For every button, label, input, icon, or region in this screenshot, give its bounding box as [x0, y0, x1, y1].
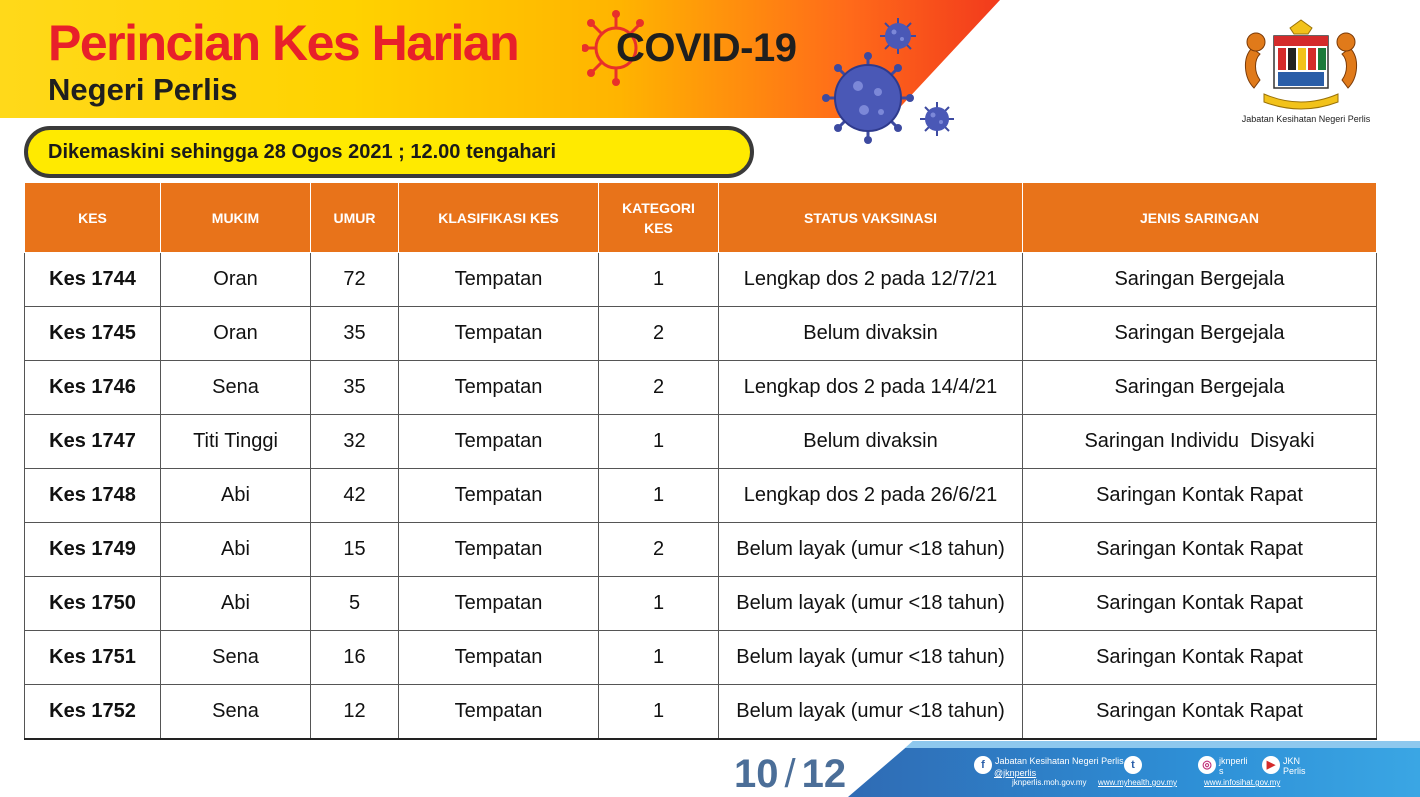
cell-kes: Kes 1744	[25, 253, 161, 307]
cell-mukim: Oran	[161, 253, 311, 307]
table-row	[25, 523, 1377, 577]
cell-saringan: Saringan Bergejala	[1023, 361, 1377, 415]
instagram-label-line2: s	[1219, 766, 1224, 776]
cell-umur: 35	[311, 361, 399, 415]
instagram-label	[1219, 756, 1248, 776]
cell-kes: Kes 1750	[25, 577, 161, 631]
cell-status: Belum divaksin	[719, 415, 1023, 469]
cell-mukim: Sena	[161, 361, 311, 415]
cell-umur: 32	[311, 415, 399, 469]
header-klasifikasi: KLASIFIKASI KES	[399, 183, 599, 253]
cell-kes: Kes 1752	[25, 685, 161, 739]
table-row	[25, 361, 1377, 415]
youtube-label	[1283, 756, 1306, 776]
virus-large-icon	[818, 52, 918, 144]
header-kategori-line2: KES	[644, 219, 673, 236]
cell-saringan: Saringan Bergejala	[1023, 307, 1377, 361]
case-table	[24, 182, 1377, 740]
table-row	[25, 253, 1377, 307]
cell-klasifikasi: Tempatan	[399, 469, 599, 523]
cell-kategori: 1	[599, 577, 719, 631]
cell-mukim: Abi	[161, 469, 311, 523]
youtube-label-line2: Perlis	[1283, 766, 1306, 776]
cell-kategori: 2	[599, 307, 719, 361]
instagram-icon: ◎	[1198, 756, 1216, 774]
twitter-link[interactable]	[1124, 756, 1142, 774]
cell-mukim: Titi Tinggi	[161, 415, 311, 469]
table-row	[25, 685, 1377, 739]
cell-kategori: 2	[599, 361, 719, 415]
cell-saringan: Saringan Kontak Rapat	[1023, 469, 1377, 523]
footer-stripe	[905, 741, 1420, 748]
cell-klasifikasi: Tempatan	[399, 307, 599, 361]
facebook-icon: f	[974, 756, 992, 774]
cell-saringan: Saringan Kontak Rapat	[1023, 631, 1377, 685]
cell-status: Lengkap dos 2 pada 14/4/21	[719, 361, 1023, 415]
cell-kategori: 2	[599, 523, 719, 577]
page-indicator	[734, 752, 846, 797]
department-label: Jabatan Kesihatan Negeri Perlis	[1241, 114, 1371, 124]
cell-umur: 15	[311, 523, 399, 577]
cell-status: Belum layak (umur <18 tahun)	[719, 523, 1023, 577]
page-separator: /	[784, 752, 796, 796]
cell-klasifikasi: Tempatan	[399, 253, 599, 307]
coat-of-arms-logo	[1238, 18, 1364, 112]
table-row	[25, 469, 1377, 523]
cell-kes: Kes 1749	[25, 523, 161, 577]
page-total: 12	[801, 752, 847, 796]
cell-klasifikasi: Tempatan	[399, 415, 599, 469]
cell-umur: 42	[311, 469, 399, 523]
header-kes: KES	[25, 183, 161, 253]
website-link-myhealth[interactable]: www.myhealth.gov.my	[1098, 778, 1177, 787]
cell-klasifikasi: Tempatan	[399, 523, 599, 577]
cell-status: Lengkap dos 2 pada 12/7/21	[719, 253, 1023, 307]
cell-kes: Kes 1748	[25, 469, 161, 523]
cell-status: Belum layak (umur <18 tahun)	[719, 577, 1023, 631]
cell-saringan: Saringan Individu Disyaki	[1023, 415, 1377, 469]
cell-saringan: Saringan Kontak Rapat	[1023, 523, 1377, 577]
header-kategori	[599, 183, 719, 253]
page-title: Perincian Kes Harian	[48, 15, 519, 71]
cell-kes: Kes 1747	[25, 415, 161, 469]
twitter-label: @jknperlis	[994, 768, 1037, 778]
cell-kategori: 1	[599, 415, 719, 469]
cell-mukim: Oran	[161, 307, 311, 361]
header-umur: UMUR	[311, 183, 399, 253]
cell-klasifikasi: Tempatan	[399, 577, 599, 631]
cell-klasifikasi: Tempatan	[399, 361, 599, 415]
instagram-link[interactable]	[1198, 756, 1248, 776]
cell-umur: 16	[311, 631, 399, 685]
table-row	[25, 415, 1377, 469]
cell-kategori: 1	[599, 631, 719, 685]
cell-status: Belum layak (umur <18 tahun)	[719, 685, 1023, 739]
cell-umur: 12	[311, 685, 399, 739]
cell-umur: 72	[311, 253, 399, 307]
cell-kategori: 1	[599, 685, 719, 739]
facebook-label: Jabatan Kesihatan Negeri Perlis	[995, 756, 1124, 766]
cell-klasifikasi: Tempatan	[399, 631, 599, 685]
table-row	[25, 577, 1377, 631]
twitter-handle[interactable]	[994, 768, 1036, 778]
cell-mukim: Sena	[161, 685, 311, 739]
update-timestamp-text: Dikemaskini sehingga 28 Ogos 2021 ; 12.00 tengahari	[48, 141, 556, 163]
cell-kes: Kes 1745	[25, 307, 161, 361]
covid-label: COVID-19	[616, 26, 797, 70]
page-current: 10	[734, 752, 779, 796]
header-status: STATUS VAKSINASI	[719, 183, 1023, 253]
cell-saringan: Saringan Bergejala	[1023, 253, 1377, 307]
cell-kes: Kes 1751	[25, 631, 161, 685]
cell-mukim: Abi	[161, 523, 311, 577]
cell-status: Lengkap dos 2 pada 26/6/21	[719, 469, 1023, 523]
cell-mukim: Sena	[161, 631, 311, 685]
youtube-label-line1: JKN	[1283, 756, 1301, 766]
cell-mukim: Abi	[161, 577, 311, 631]
update-timestamp-banner	[24, 126, 754, 178]
cell-kes: Kes 1746	[25, 361, 161, 415]
cell-saringan: Saringan Kontak Rapat	[1023, 577, 1377, 631]
virus-small-icon	[878, 16, 918, 56]
instagram-label-line1: jknperli	[1219, 756, 1248, 766]
table-header-row	[25, 183, 1377, 253]
virus-small-icon	[918, 100, 956, 138]
page-subtitle: Negeri Perlis	[48, 72, 238, 107]
header-saringan: JENIS SARINGAN	[1023, 183, 1377, 253]
website-link-infosihat[interactable]: www.infosihat.gov.my	[1204, 778, 1281, 787]
cell-klasifikasi: Tempatan	[399, 685, 599, 739]
table-row	[25, 631, 1377, 685]
cell-status: Belum layak (umur <18 tahun)	[719, 631, 1023, 685]
website-link-jknperlis[interactable]: jknperlis.moh.gov.my	[1012, 778, 1087, 787]
youtube-icon: ▶	[1262, 756, 1280, 774]
twitter-icon: t	[1124, 756, 1142, 774]
youtube-link[interactable]	[1262, 756, 1306, 776]
header-kategori-line1: KATEGORI	[622, 199, 695, 216]
cell-kategori: 1	[599, 253, 719, 307]
cell-status: Belum divaksin	[719, 307, 1023, 361]
cell-umur: 35	[311, 307, 399, 361]
cell-kategori: 1	[599, 469, 719, 523]
table-row	[25, 307, 1377, 361]
cell-saringan: Saringan Kontak Rapat	[1023, 685, 1377, 739]
header-mukim: MUKIM	[161, 183, 311, 253]
cell-umur: 5	[311, 577, 399, 631]
